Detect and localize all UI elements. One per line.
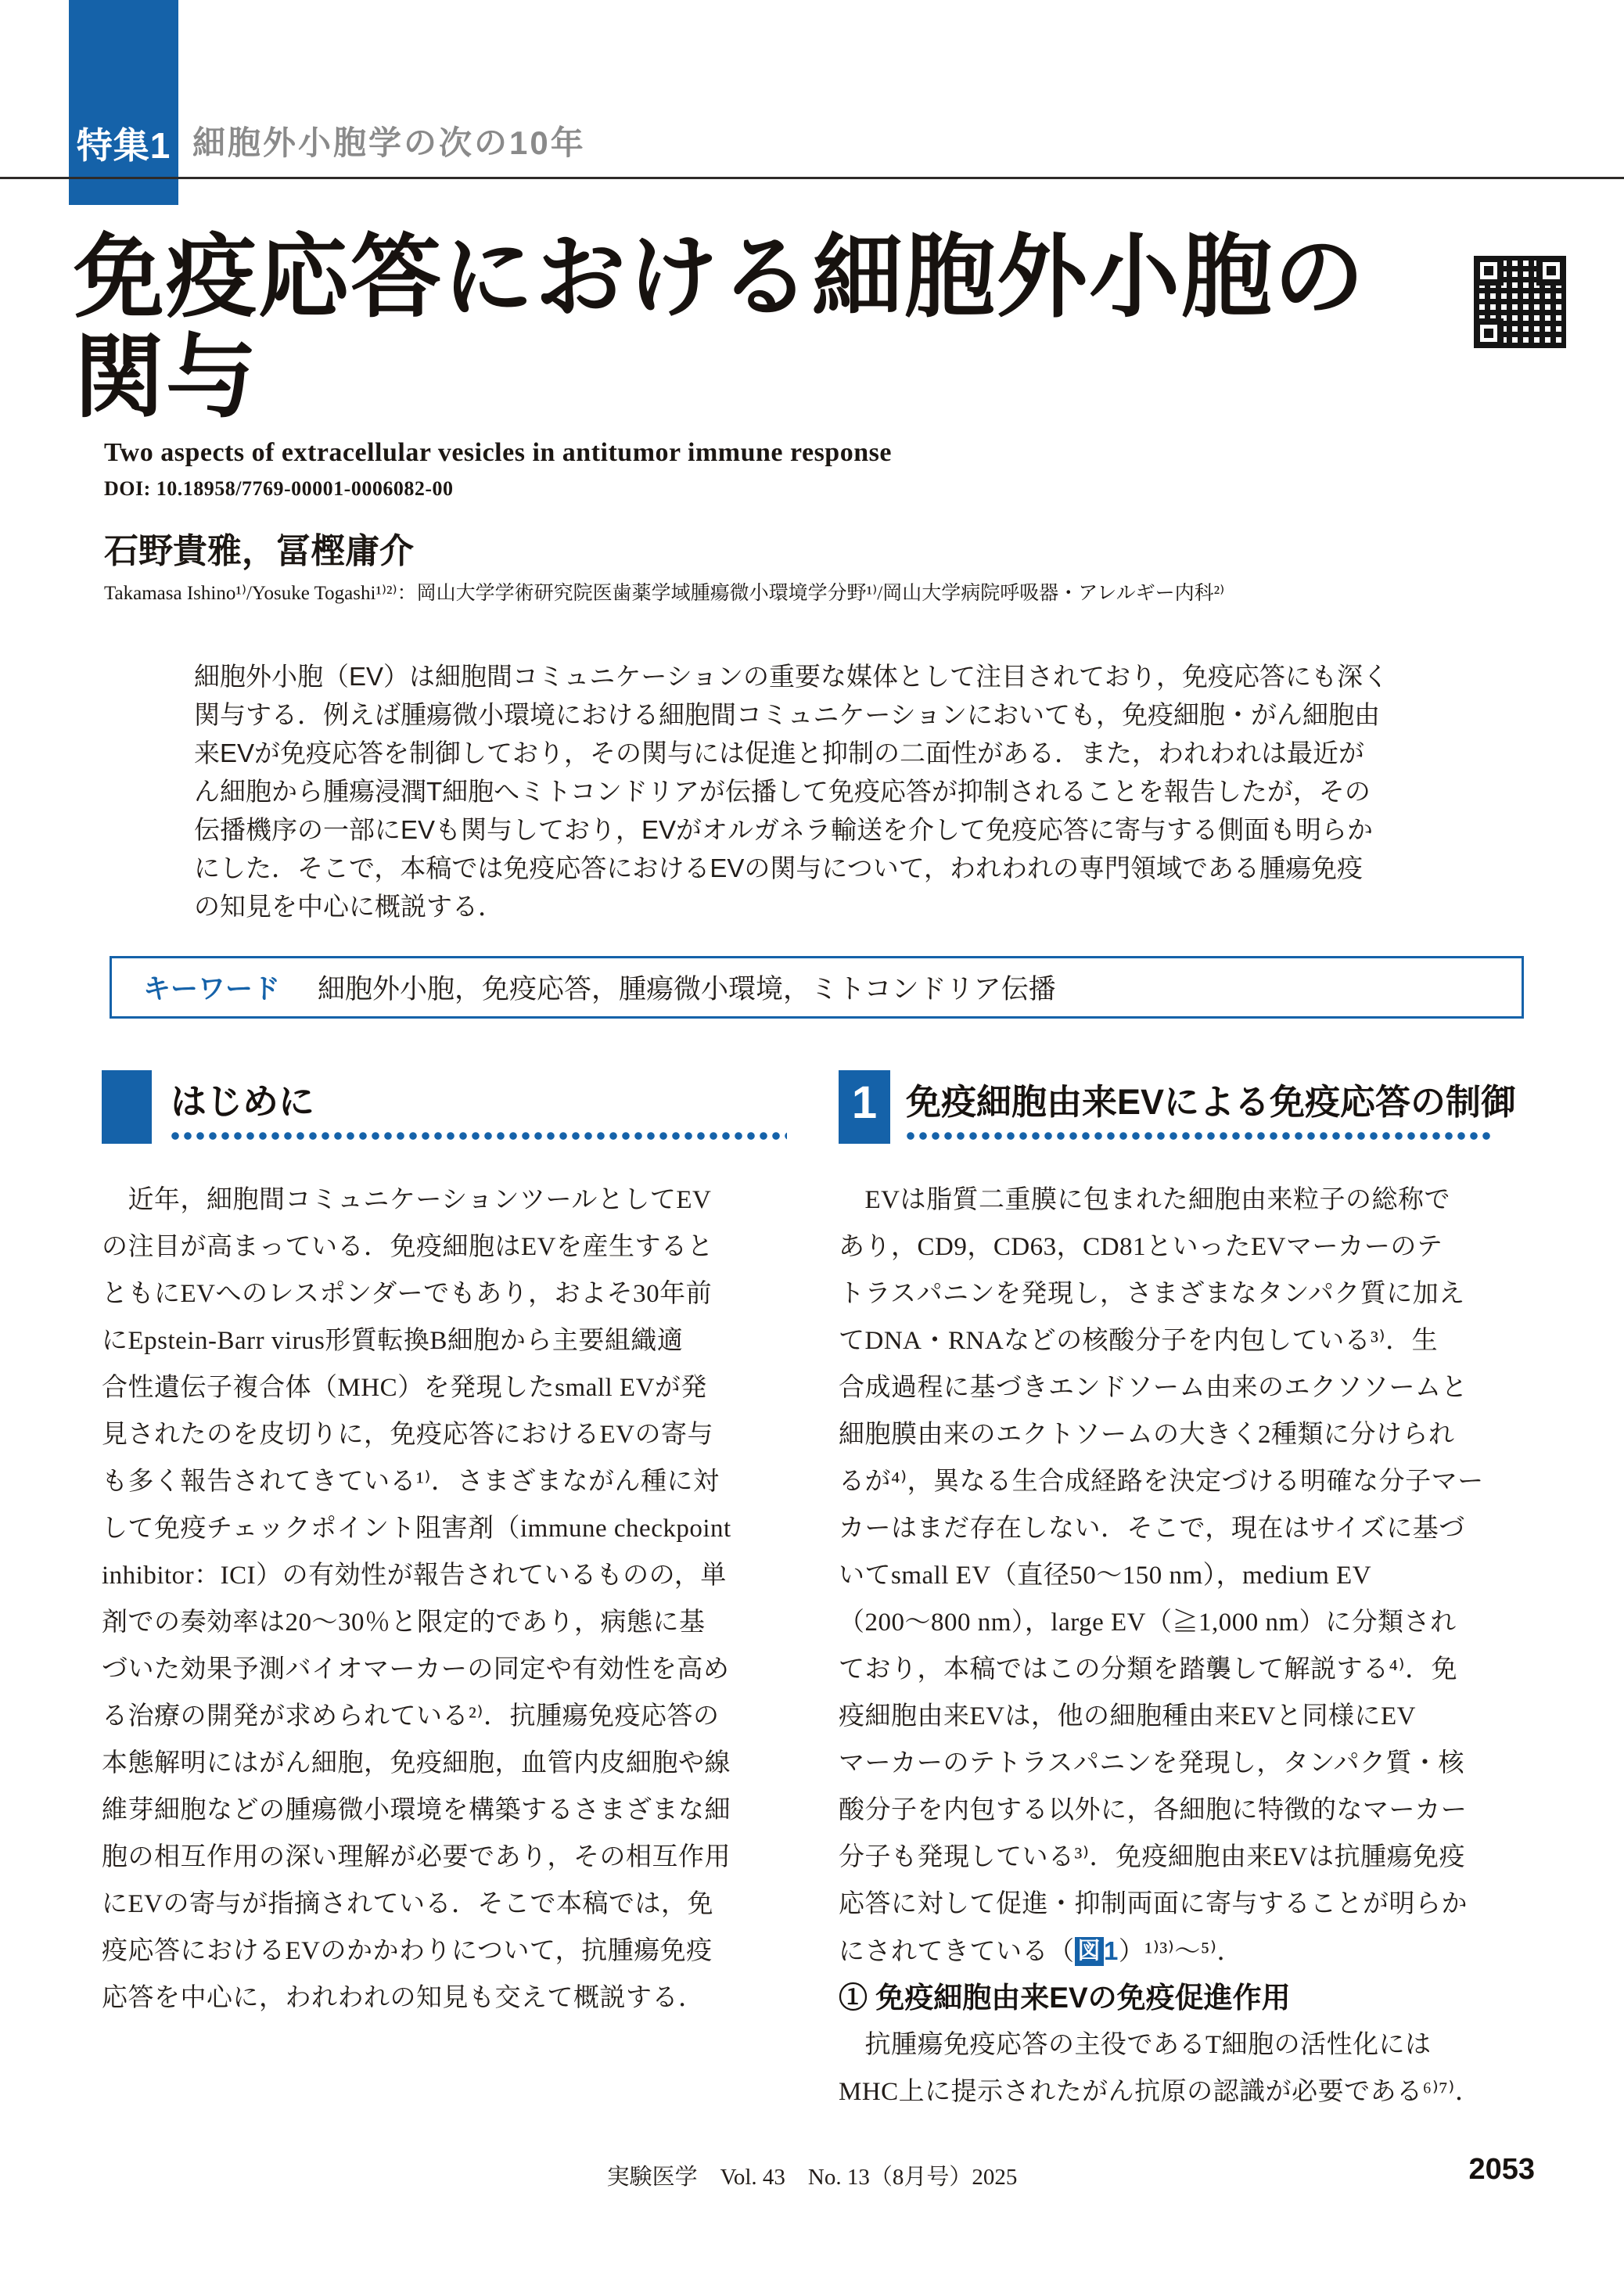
qr-finder-dot	[1484, 266, 1493, 275]
body-line: 分子も発現している³⁾．免疫細胞由来EVは抗腫瘍免疫	[839, 1843, 1465, 1871]
body-line: てDNA・RNAなどの核酸分子を内包している³⁾．生	[839, 1327, 1439, 1355]
keywords-box	[110, 956, 1524, 1019]
body-line: るが⁴⁾，異なる生合成経路を決定づける明確な分子マー	[839, 1468, 1484, 1496]
qr-finder-icon	[1536, 256, 1566, 286]
body-line: 応答に対して促進・抑制両面に寄与することが明らか	[839, 1890, 1468, 1918]
body-line: 疫細胞由来EVは，他の細胞種由来EVと同様にEV	[839, 1702, 1416, 1731]
figure1-link-number[interactable]: 1	[1104, 1936, 1119, 1965]
body-line: 合成過程に基づきエンドソーム由来のエクソソームと	[839, 1374, 1468, 1402]
body-line: 疫応答におけるEVのかかわりについて，抗腫瘍免疫	[102, 1937, 713, 1965]
intro-heading-dotted-rule	[171, 1131, 787, 1141]
body-line: 応答を中心に，われわれの知見も交えて概説する．	[102, 1984, 705, 2012]
header-rule	[0, 177, 1624, 179]
body-line: あり，CD9，CD63，CD81といったEVマーカーのテ	[839, 1233, 1443, 1261]
section1-heading-title: 免疫細胞由来EVによる免疫応答の制御	[906, 1082, 1517, 1122]
body-line: EVは脂質二重膜に包まれた細胞由来粒子の総称で	[839, 1186, 1450, 1214]
body-line-with-figure-ref	[839, 1928, 1532, 1975]
body-line: して免疫チェックポイント阻害剤（immune checkpoint	[102, 1515, 731, 1543]
figure1-link-box[interactable]: 図	[1075, 1937, 1105, 1966]
qr-finder-icon	[1474, 318, 1504, 348]
feature-banner-box	[69, 0, 178, 205]
footer-journal-info: 実験医学 Vol. 43 No. 13（8月号）2025	[606, 2165, 1018, 2190]
feature-series-title: 細胞外小胞学の次の10年	[192, 124, 586, 161]
body-line: も多く報告されてきている¹⁾．さまざまながん種に対	[102, 1468, 720, 1496]
abstract-block	[194, 657, 1524, 925]
body-line: づいた効果予測バイオマーカーの同定や有効性を高め	[102, 1655, 730, 1684]
abstract-line: 細胞外小胞（EV）は細胞間コミュニケーションの重要な媒体として注目されており，免疫応答にも深く	[194, 662, 1389, 691]
authors-japanese: 石野貴雅，冨樫庸介	[104, 532, 414, 570]
abstract-line: 来EVが免疫応答を制御しており，その関与には促進と抑制の二面性がある．また，われわれは最近が	[194, 739, 1365, 767]
body-line: inhibitor：ICI）の有効性が報告されているものの，単	[102, 1562, 727, 1590]
footer-page-number: 2053	[1468, 2153, 1535, 2186]
abstract-line: にした．そこで，本稿では免疫応答におけるEVの関与について，われわれの専門領域である腫瘍免疫	[194, 854, 1364, 882]
body-line: 維芽細胞などの腫瘍微小環境を構築するさまざまな細	[102, 1796, 731, 1824]
body-line: 本態解明にはがん細胞，免疫細胞，血管内皮細胞や線	[102, 1749, 731, 1777]
body-line: 剤での奏効率は20～30％と限定的であり，病態に基	[102, 1608, 706, 1637]
abstract-line: 関与する．例えば腫瘍微小環境における細胞間コミュニケーションにおいても，免疫細胞・がん細胞由	[194, 700, 1381, 729]
body-line: いてsmall EV（直径50～150 nm），medium EV	[839, 1562, 1372, 1590]
body-line: 見されたのを皮切りに，免疫応答におけるEVの寄与	[102, 1421, 713, 1449]
english-title: Two aspects of extracellular vesicles in antitumor immune response	[104, 438, 892, 467]
subsection-heading: ① 免疫細胞由来EVの免疫促進作用	[839, 1982, 1291, 2014]
body-line: 酸分子を内包する以外に，各細胞に特徴的なマーカー	[839, 1796, 1468, 1824]
section1-body-column	[839, 1177, 1532, 2115]
body-line: MHC上に提示されたがん抗原の認識が必要である⁶⁾⁷⁾．	[839, 2078, 1482, 2106]
intro-body-column	[102, 1177, 795, 2022]
body-line: ともにEVへのレスポンダーでもあり，およそ30年前	[102, 1280, 713, 1308]
body-line: カーはまだ存在しない．そこで，現在はサイズに基づ	[839, 1515, 1465, 1543]
intro-heading-title: はじめに	[171, 1081, 314, 1122]
qr-finder-icon	[1474, 256, 1504, 286]
body-line: の注目が高まっている．免疫細胞はEVを産生すると	[102, 1233, 713, 1261]
abstract-line: の知見を中心に概説する．	[194, 892, 504, 921]
keywords-label: キーワード	[143, 974, 281, 1005]
body-line: （200～800 nm），large EV（≧1,000 nm）に分類され	[839, 1608, 1457, 1637]
qr-code	[1474, 256, 1566, 348]
doi-text: DOI: 10.18958/7769-00001-0006082-00	[104, 477, 454, 500]
body-line: 胞の相互作用の深い理解が必要であり，その相互作用	[102, 1843, 731, 1871]
intro-heading-square	[102, 1070, 152, 1144]
fig-line-suffix: ）¹⁾³⁾～⁵⁾．	[1118, 1938, 1243, 1966]
feature-label: 特集1	[76, 125, 171, 166]
section1-heading-dotted-rule	[906, 1131, 1493, 1141]
qr-finder-dot	[1547, 266, 1556, 275]
body-line: る治療の開発が求められている²⁾．抗腫瘍免疫応答の	[102, 1702, 720, 1731]
keywords-text: 細胞外小胞，免疫応答，腫瘍微小環境，ミトコンドリア伝播	[318, 974, 1056, 1005]
body-line: マーカーのテトラスパニンを発現し，タンパク質・核	[839, 1749, 1465, 1777]
body-line: にEpstein-Barr virus形質転換B細胞から主要組織適	[102, 1327, 684, 1355]
authors-affiliation: Takamasa Ishino¹⁾/Yosuke Togashi¹⁾²⁾：岡山大学学術研究院医歯薬学域腫瘍微小環境学分野¹⁾/岡山大学病院呼吸器・アレルギー内科²⁾	[104, 583, 1225, 604]
body-line: 抗腫瘍免疫応答の主役であるT細胞の活性化には	[839, 2031, 1432, 2059]
qr-finder-dot	[1484, 329, 1493, 338]
abstract-line: ん細胞から腫瘍浸潤T細胞へミトコンドリアが伝播して免疫応答が抑制されることを報告したが，その	[194, 777, 1371, 806]
article-title-line1: 免疫応答における細胞外小胞の	[74, 226, 1366, 328]
body-line: 近年，細胞間コミュニケーションツールとしてEV	[102, 1186, 712, 1214]
section1-number-box: 1	[839, 1070, 890, 1144]
body-line: 細胞膜由来のエクトソームの大きく2種類に分けられ	[839, 1421, 1455, 1449]
body-line: にEVの寄与が指摘されている．そこで本稿では，免	[102, 1890, 713, 1918]
article-title-line2: 関与	[74, 326, 258, 428]
body-line: ており，本稿ではこの分類を踏襲して解説する⁴⁾．免	[839, 1655, 1458, 1684]
body-line: 合性遺伝子複合体（MHC）を発現したsmall EVが発	[102, 1374, 707, 1402]
fig-line-prefix: にされてきている（	[839, 1938, 1075, 1966]
body-line: トラスパニンを発現し，さまざまなタンパク質に加え	[839, 1280, 1465, 1308]
abstract-line: 伝播機序の一部にEVも関与しており，EVがオルガネラ輸送を介して免疫応答に寄与する側面も明らか	[194, 815, 1374, 844]
